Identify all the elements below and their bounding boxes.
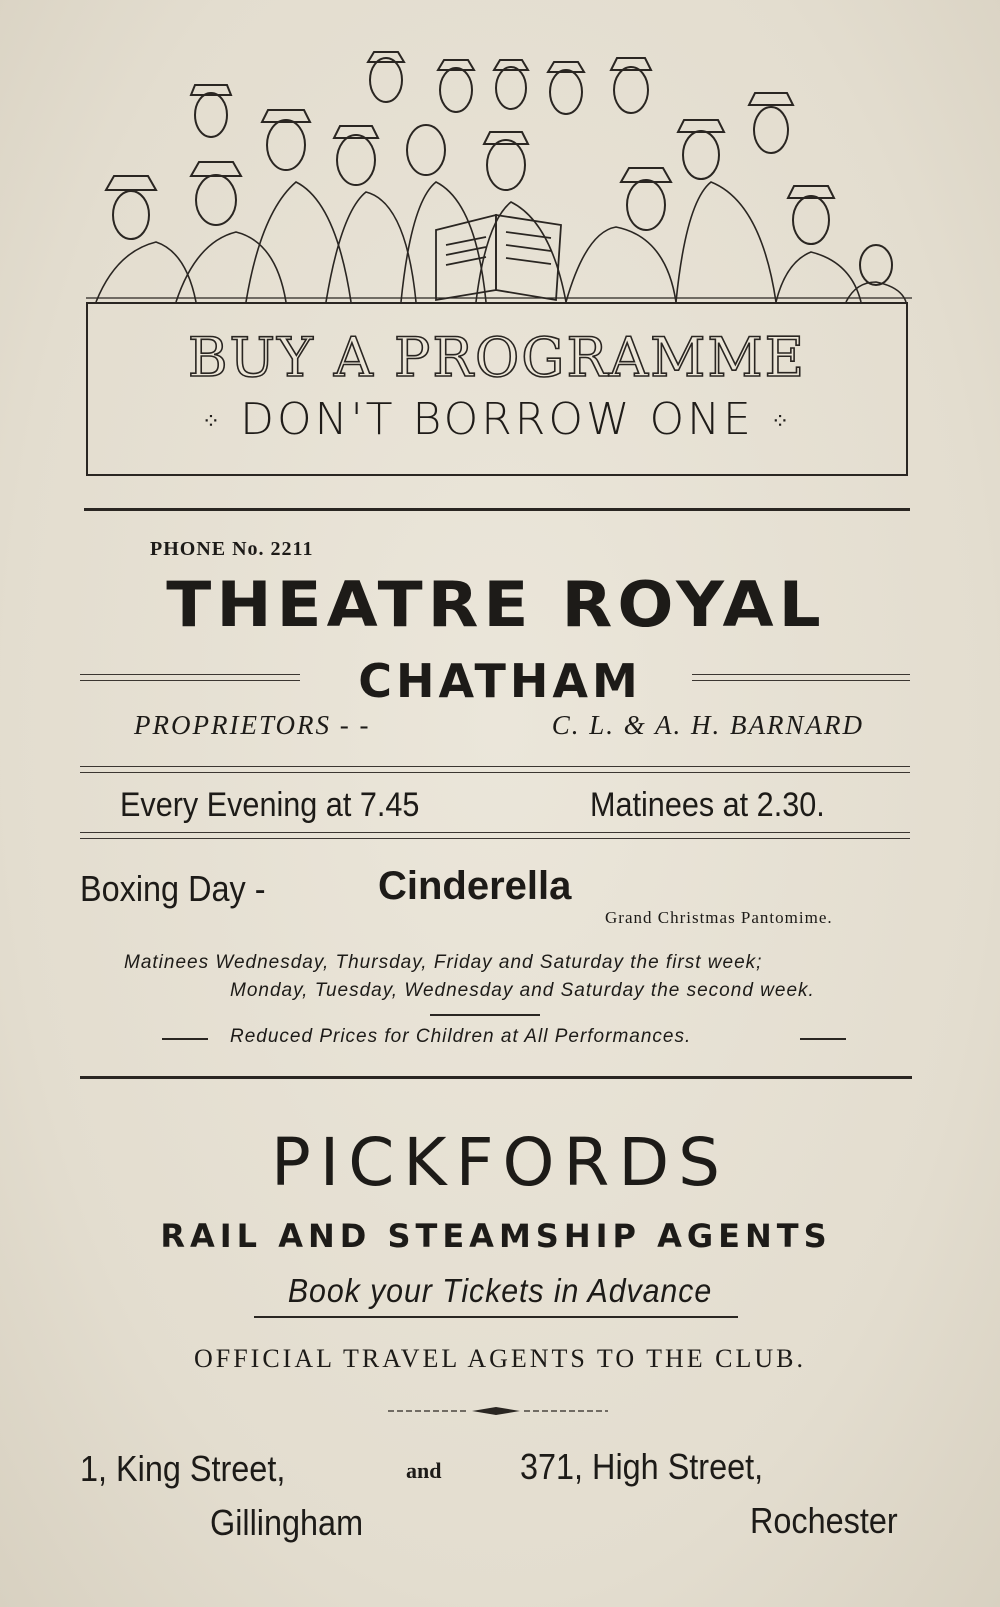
address-rochester: Rochester <box>750 1500 898 1541</box>
dash-left <box>162 1038 208 1040</box>
ornament-divider <box>388 1404 608 1418</box>
show-subtitle: Grand Christmas Pantomime. <box>605 908 833 927</box>
official-agents: OFFICIAL TRAVEL AGENTS TO THE CLUB. <box>193 1344 807 1373</box>
dot-ornament-left: ⁘ <box>201 409 224 435</box>
crowd-bodies <box>96 182 906 302</box>
phone-number: PHONE No. 2211 <box>150 538 314 560</box>
proprietors-label: PROPRIETORS - - <box>134 710 371 740</box>
address-gillingham: Gillingham <box>210 1502 364 1543</box>
dot-ornament-right: ⁘ <box>770 409 793 435</box>
banner-line-1: BUY A PROGRAMME <box>187 326 807 389</box>
address-and: and <box>406 1458 442 1483</box>
book-underline <box>254 1316 738 1318</box>
show-title: Cinderella <box>378 864 572 908</box>
proprietors-names: C. L. & A. H. BARNARD <box>551 710 864 740</box>
double-rule <box>80 766 910 773</box>
reduced-prices: Reduced Prices for Children at All Performances. <box>230 1026 692 1047</box>
matinee-schedule-1: Matinees Wednesday, Thursday, Friday and Saturday the first week; <box>124 952 763 973</box>
address-high-street: 371, High Street, <box>520 1446 764 1487</box>
boxing-day-label: Boxing Day - <box>80 868 266 909</box>
banner-line-2-text: DON'T BORROW ONE <box>240 394 754 445</box>
section-divider <box>84 508 910 511</box>
evening-performances: Every Evening at 7.45 <box>120 786 420 824</box>
short-rule <box>430 1014 540 1016</box>
address-king-street: 1, King Street, <box>80 1448 286 1489</box>
section-divider <box>80 1076 912 1079</box>
banner-box <box>86 302 908 476</box>
pickfords-tagline: RAIL AND STEAMSHIP AGENTS <box>160 1217 832 1255</box>
theatre-town: CHATHAM <box>358 654 642 708</box>
banner-line-2 <box>88 394 906 445</box>
pickfords-name: PICKFORDS <box>270 1124 730 1201</box>
theatre-name: THEATRE ROYAL <box>166 567 826 642</box>
proprietors-line <box>134 710 864 741</box>
double-rule-right <box>692 674 910 681</box>
crowd-heads <box>106 52 892 285</box>
matinee-time: Matinees at 2.30. <box>590 786 825 824</box>
double-rule <box>80 832 910 839</box>
programme-newspaper <box>436 215 561 300</box>
matinee-schedule-2: Monday, Tuesday, Wednesday and Saturday the second week. <box>230 980 815 1001</box>
book-tickets: Book your Tickets in Advance <box>287 1272 713 1309</box>
dash-right <box>800 1038 846 1040</box>
crowd-cartoon-illustration <box>86 40 912 302</box>
